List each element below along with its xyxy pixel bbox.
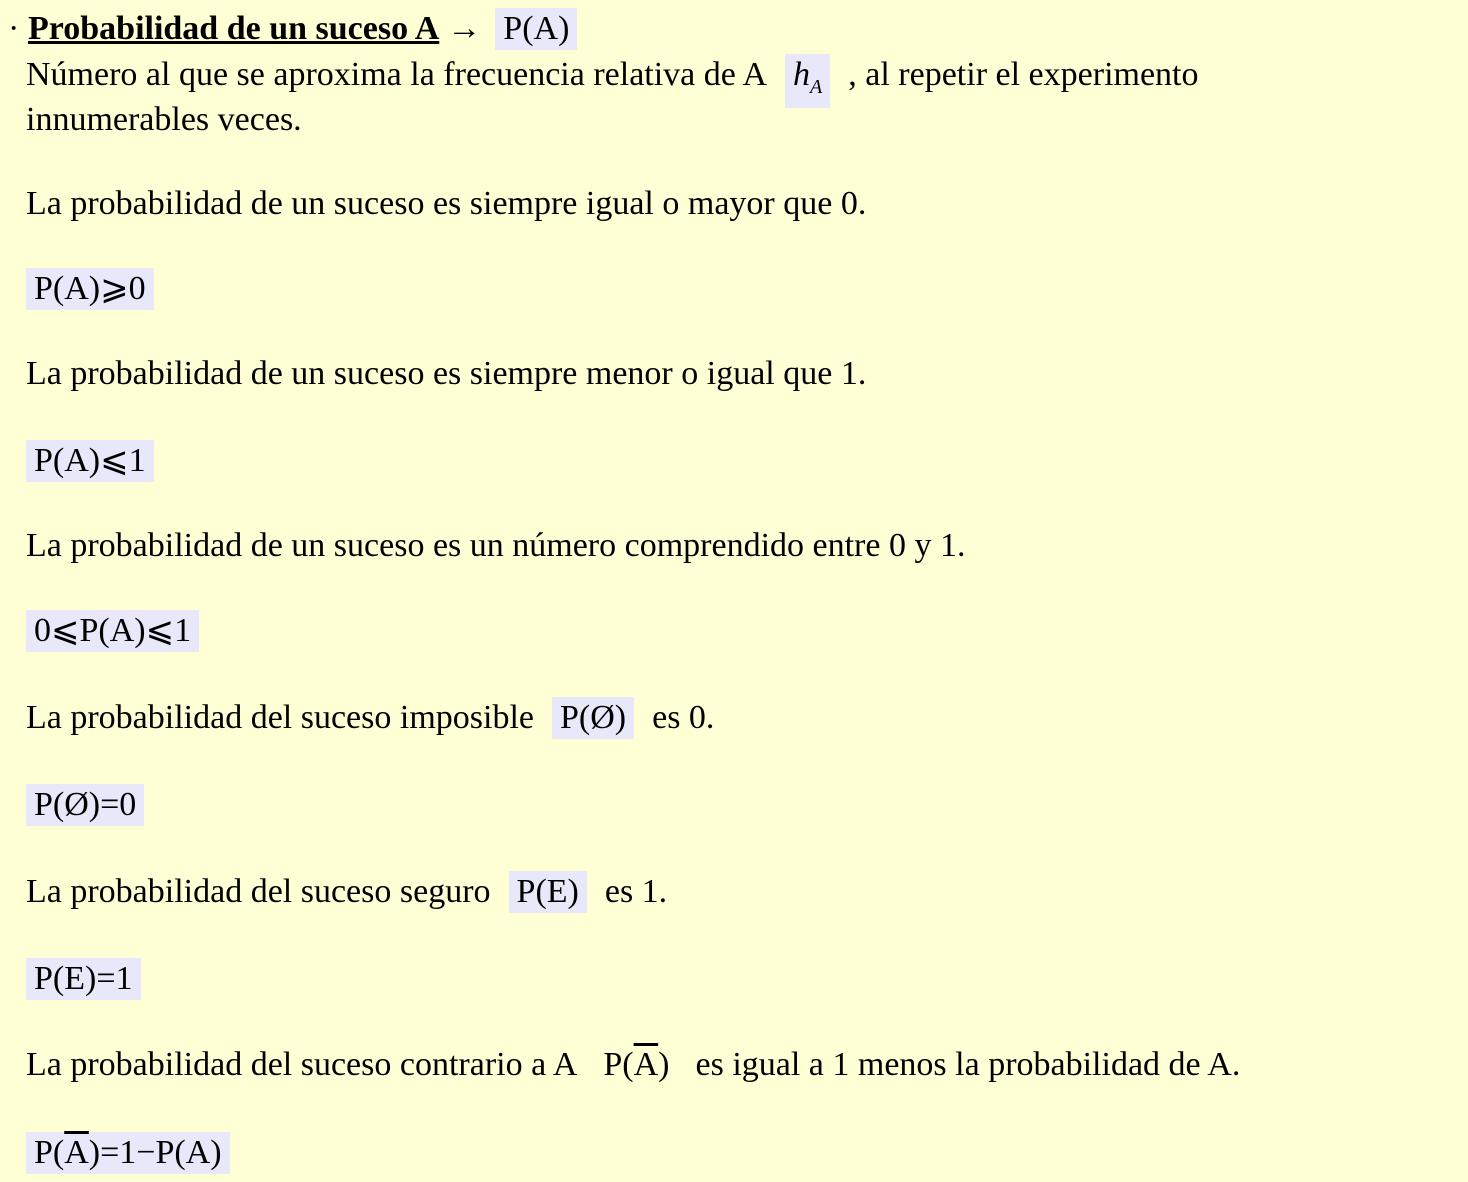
section-title: Probabilidad de un suceso A xyxy=(28,10,440,47)
property-text-2: La probabilidad de un suceso es siempre menor o igual que 1. xyxy=(26,355,867,392)
property-formula-3: 0⩽P(A)⩽1 xyxy=(26,610,199,652)
complement-event-text: La probabilidad del suceso contrario a A $P(\overline{A})$ es igual a 1 menos la probabilidad de A. xyxy=(26,1044,1240,1086)
probability-symbol: P(A) xyxy=(495,8,577,50)
definition-text-cont: , al repetir el experimento xyxy=(848,56,1199,93)
relative-frequency-symbol: $h_A$ xyxy=(785,54,830,108)
bullet: · xyxy=(8,10,20,47)
impossible-event-text: La probabilidad del suceso imposible P(Ø) es 0. xyxy=(26,697,714,739)
certain-event-formula: P(E)=1 xyxy=(26,958,141,1000)
definition-line-2: innumerables veces. xyxy=(26,101,302,138)
impossible-event-symbol: P(Ø) xyxy=(552,697,634,739)
property-formula-2: P(A)⩽1 xyxy=(26,440,154,482)
impossible-event-formula: P(Ø)=0 xyxy=(26,784,144,826)
complement-event-symbol: $P(\overline{A})$ xyxy=(603,1046,670,1083)
certain-event-symbol: P(E) xyxy=(509,871,587,913)
property-text-1: La probabilidad de un suceso es siempre igual o mayor que 0. xyxy=(26,185,867,222)
property-formula-1: P(A)⩾0 xyxy=(26,268,154,310)
complement-event-formula: $P(\overline{A})=1-P(A)$ xyxy=(26,1132,230,1174)
property-text-3: La probabilidad de un suceso es un número comprendido entre 0 y 1. xyxy=(26,527,966,564)
certain-event-text: La probabilidad del suceso seguro P(E) es 1. xyxy=(26,871,667,913)
definition-text: Número al que se aproxima la frecuencia relativa de A xyxy=(26,56,768,93)
section-heading xyxy=(8,8,577,50)
arrow-icon: → xyxy=(447,10,482,47)
